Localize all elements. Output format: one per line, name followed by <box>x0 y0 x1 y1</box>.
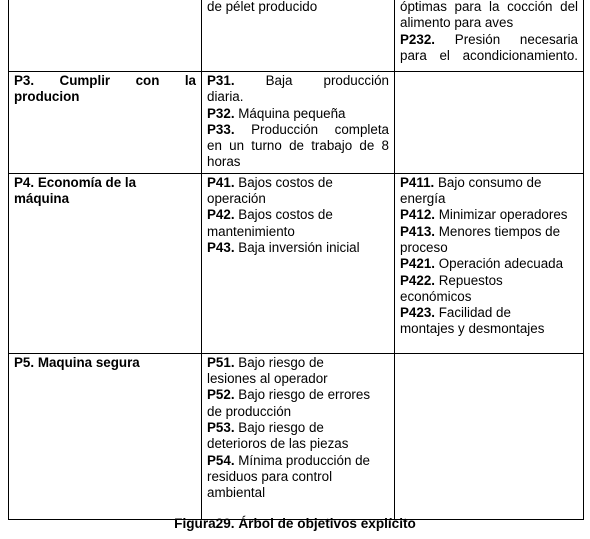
cell-line: deterioros de las piezas <box>207 436 349 452</box>
cell-line: económicos <box>400 288 472 304</box>
objective-cell <box>9 173 202 353</box>
cell-line: en un turno de trabajo de 8 <box>207 138 389 154</box>
objective-cell <box>9 72 202 174</box>
objective-code: P421. <box>400 256 435 272</box>
objective-title: P5. Maquina segura <box>14 354 140 370</box>
sub-objectives-cell <box>202 353 395 519</box>
cell-line: para el acondicionamiento. <box>400 47 578 63</box>
objective-cell <box>9 0 202 72</box>
cell-line: horas <box>207 154 241 170</box>
list-item: P52. Bajo riesgo de errores <box>207 387 371 403</box>
objective-code: P423. <box>400 305 435 321</box>
objective-code: P412. <box>400 207 435 223</box>
objective-code: P411. <box>400 174 435 190</box>
cell-line: alimento para aves <box>400 15 514 31</box>
objective-code: P42. <box>207 207 235 223</box>
objective-code: P31. <box>207 73 235 88</box>
objective-code: P33. <box>207 121 235 137</box>
objective-code: P51. <box>207 354 235 370</box>
objectives-table <box>8 0 584 520</box>
list-item: P413. Menores tiempos de <box>400 223 561 239</box>
table-row <box>9 173 584 353</box>
objective-title: máquina <box>14 191 70 207</box>
table-row <box>9 0 584 72</box>
cell-line: óptimas para la cocción del <box>400 0 578 14</box>
objective-title: P4. Economía de la <box>14 174 137 190</box>
cell-line: mantenimiento <box>207 223 295 239</box>
objective-cell <box>9 353 202 519</box>
list-item: P421. Operación adecuada <box>400 256 564 272</box>
table-row <box>9 72 584 174</box>
list-item: P232. Presión necesaria <box>400 31 578 47</box>
objective-code: P53. <box>207 419 235 435</box>
detail-objectives-cell <box>395 0 584 72</box>
cell-line: operación <box>207 191 266 207</box>
list-item: P423. Facilidad de <box>400 305 511 321</box>
list-item: P53. Bajo riesgo de <box>207 419 324 435</box>
figure-caption: Figura29. Árbol de objetivos explícito <box>174 516 416 531</box>
list-item: P42. Bajos costos de <box>207 207 333 223</box>
objective-code: P43. <box>207 239 235 255</box>
table-row <box>9 353 584 519</box>
cell-line: ambiental <box>207 485 266 501</box>
list-item: P51. Bajo riesgo de <box>207 354 324 370</box>
cell-line: proceso <box>400 239 448 255</box>
detail-objectives-cell <box>395 353 584 519</box>
cell-line: de producción <box>207 403 292 419</box>
list-item: P41. Bajos costos de <box>207 174 333 190</box>
cell-line: de pélet producido <box>207 0 318 14</box>
objective-code: P54. <box>207 452 235 468</box>
cell-line: lesiones al operador <box>207 371 328 387</box>
objective-code: P422. <box>400 272 435 288</box>
sub-objectives-cell <box>202 72 395 174</box>
list-item: P33. Producción completa <box>207 121 389 137</box>
objective-title: producion <box>14 89 80 105</box>
cell-line: montajes y desmontajes <box>400 321 545 337</box>
detail-objectives-cell <box>395 173 584 353</box>
list-item: P422. Repuestos <box>400 272 503 288</box>
list-item: P43. Baja inversión inicial <box>207 239 360 255</box>
objective-code: P32. <box>207 105 235 121</box>
list-item: P31. Baja producción <box>207 73 389 88</box>
list-item: P411. Bajo consumo de <box>400 174 542 190</box>
sub-objectives-cell <box>202 0 395 72</box>
objective-code: P232. <box>400 31 435 47</box>
objective-title: P3. Cumplir con la <box>14 73 196 88</box>
list-item: P54. Mínima producción de <box>207 452 371 468</box>
detail-objectives-cell <box>395 72 584 174</box>
cell-line: residuos para control <box>207 468 333 484</box>
sub-objectives-cell <box>202 173 395 353</box>
objective-code: P41. <box>207 174 235 190</box>
objective-code: P413. <box>400 223 435 239</box>
cell-line: energía <box>400 191 446 207</box>
cell-line: diaria. <box>207 89 244 105</box>
list-item: P412. Minimizar operadores <box>400 207 568 223</box>
objective-code: P52. <box>207 387 235 403</box>
list-item: P32. Máquina pequeña <box>207 105 346 121</box>
